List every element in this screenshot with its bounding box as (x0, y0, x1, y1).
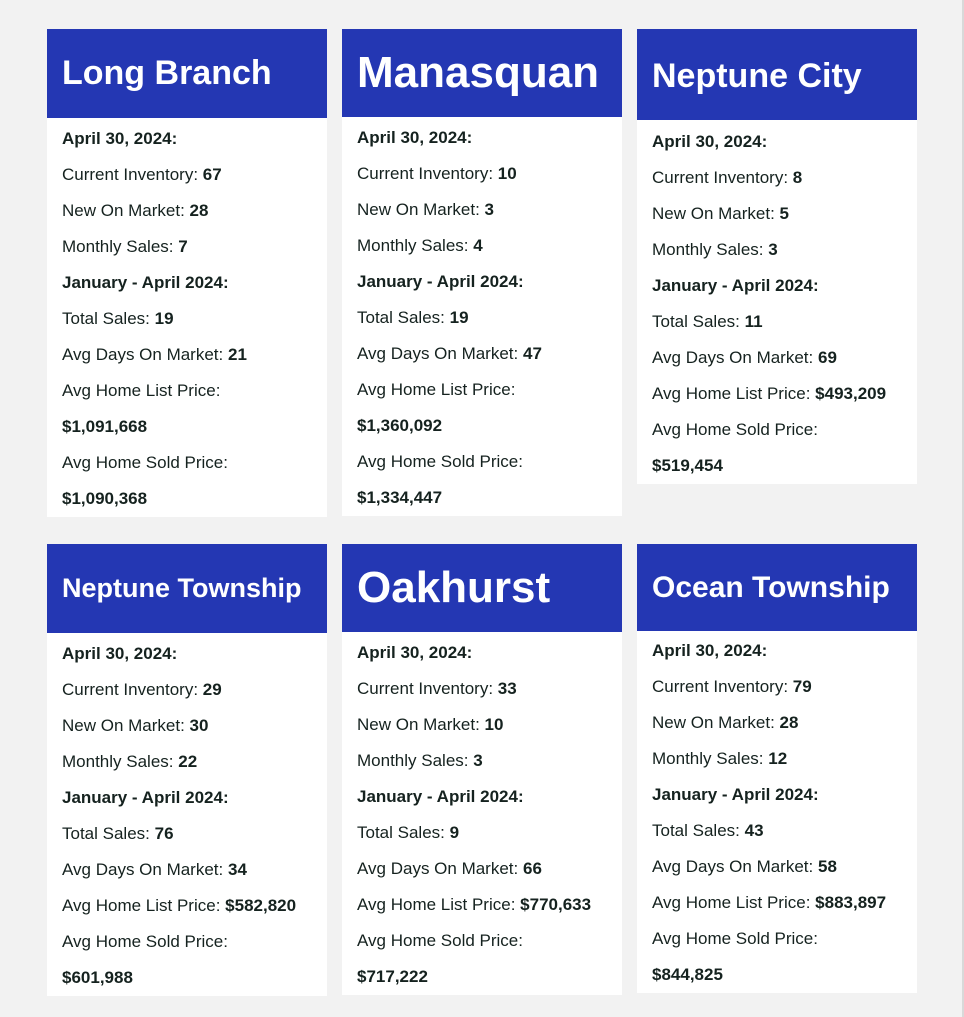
avg-list-value: $1,091,668 (62, 417, 148, 436)
card-title: Long Branch (47, 29, 327, 118)
monthly-sales-row (62, 229, 312, 265)
monthly-sales-value: 22 (178, 752, 198, 771)
town-card-ocean-township (637, 544, 917, 993)
current-inventory-value: 8 (792, 168, 803, 187)
current-inventory-row (652, 669, 902, 705)
avg-list-label: Avg Home List Price: (357, 380, 516, 399)
total-sales-row (357, 300, 607, 336)
period-heading: January - April 2024: (652, 276, 819, 295)
avg-list-label: Avg Home List Price: (357, 895, 516, 914)
avg-list-row (62, 888, 312, 924)
avg-sold-value: $1,090,368 (62, 489, 148, 508)
current-inventory-row (357, 156, 607, 192)
total-sales-value: 76 (154, 824, 174, 843)
monthly-sales-row (357, 228, 607, 264)
new-on-market-label: New On Market: (357, 200, 480, 219)
current-inventory-row (62, 157, 312, 193)
total-sales-label: Total Sales: (652, 312, 740, 331)
total-sales-label: Total Sales: (62, 824, 150, 843)
new-on-market-label: New On Market: (652, 204, 775, 223)
new-on-market-row (652, 196, 902, 232)
avg-sold-label: Avg Home Sold Price: (357, 931, 523, 950)
avg-list-value: $582,820 (225, 896, 297, 915)
current-inventory-label: Current Inventory: (357, 164, 494, 183)
new-on-market-row (62, 708, 312, 744)
avg-days-label: Avg Days On Market: (62, 345, 224, 364)
avg-sold-label: Avg Home Sold Price: (357, 452, 523, 471)
avg-days-value: 66 (522, 859, 542, 878)
avg-sold-value: $844,825 (652, 965, 723, 984)
date-heading: April 30, 2024: (357, 643, 473, 662)
date-heading: April 30, 2024: (652, 641, 768, 660)
card-body (637, 631, 917, 993)
avg-sold-label: Avg Home Sold Price: (62, 453, 228, 472)
new-on-market-value: 3 (484, 200, 495, 219)
avg-sold-label: Avg Home Sold Price: (62, 932, 228, 951)
total-sales-row (62, 301, 312, 337)
avg-list-label: Avg Home List Price: (62, 381, 221, 400)
avg-days-row (357, 851, 607, 887)
avg-list-value: $1,360,092 (357, 416, 443, 435)
avg-list-label: Avg Home List Price: (652, 384, 811, 403)
avg-list-label: Avg Home List Price: (62, 896, 221, 915)
avg-sold-value: $717,222 (357, 967, 428, 986)
period-heading: January - April 2024: (357, 272, 524, 291)
avg-sold-label: Avg Home Sold Price: (652, 929, 818, 948)
avg-sold-value: $601,988 (62, 968, 133, 987)
avg-days-value: 58 (817, 857, 837, 876)
monthly-sales-label: Monthly Sales: (62, 237, 174, 256)
new-on-market-row (62, 193, 312, 229)
total-sales-value: 19 (154, 309, 174, 328)
avg-days-value: 21 (227, 345, 247, 364)
new-on-market-value: 30 (189, 716, 209, 735)
avg-days-row (652, 340, 902, 376)
card-title: Ocean Township (637, 544, 917, 631)
card-body (342, 117, 622, 516)
avg-list-row (652, 885, 902, 921)
monthly-sales-value: 12 (768, 749, 788, 768)
avg-days-label: Avg Days On Market: (652, 348, 814, 367)
town-card-oakhurst (342, 544, 622, 995)
new-on-market-row (652, 705, 902, 741)
current-inventory-label: Current Inventory: (62, 165, 199, 184)
new-on-market-value: 5 (779, 204, 790, 223)
avg-days-value: 34 (227, 860, 247, 879)
monthly-sales-label: Monthly Sales: (652, 240, 764, 259)
total-sales-row (652, 304, 902, 340)
card-title: Oakhurst (342, 544, 622, 632)
current-inventory-label: Current Inventory: (357, 679, 494, 698)
avg-days-label: Avg Days On Market: (62, 860, 224, 879)
avg-days-row (652, 849, 902, 885)
avg-days-row (357, 336, 607, 372)
new-on-market-row (357, 707, 607, 743)
new-on-market-row (357, 192, 607, 228)
monthly-sales-value: 7 (178, 237, 188, 256)
card-body (47, 633, 327, 996)
date-heading: April 30, 2024: (62, 644, 178, 663)
avg-days-label: Avg Days On Market: (357, 859, 519, 878)
avg-days-value: 69 (817, 348, 837, 367)
current-inventory-value: 67 (202, 165, 222, 184)
monthly-sales-label: Monthly Sales: (62, 752, 174, 771)
avg-days-label: Avg Days On Market: (652, 857, 814, 876)
avg-sold-value: $1,334,447 (357, 488, 443, 507)
total-sales-label: Total Sales: (652, 821, 740, 840)
card-title: Neptune Township (47, 544, 327, 633)
new-on-market-label: New On Market: (652, 713, 775, 732)
avg-days-label: Avg Days On Market: (357, 344, 519, 363)
current-inventory-label: Current Inventory: (652, 168, 789, 187)
current-inventory-label: Current Inventory: (652, 677, 789, 696)
monthly-sales-row (652, 232, 902, 268)
avg-list-value: $770,633 (520, 895, 592, 914)
period-heading: January - April 2024: (62, 788, 229, 807)
card-body (342, 632, 622, 995)
town-card-neptune-city (637, 29, 917, 484)
current-inventory-value: 79 (792, 677, 812, 696)
town-card-manasquan (342, 29, 622, 516)
avg-sold-label: Avg Home Sold Price: (652, 420, 818, 439)
total-sales-label: Total Sales: (357, 308, 445, 327)
avg-list-row (652, 376, 902, 412)
town-card-long-branch (47, 29, 327, 517)
current-inventory-row (62, 672, 312, 708)
current-inventory-row (357, 671, 607, 707)
period-heading: January - April 2024: (62, 273, 229, 292)
date-heading: April 30, 2024: (62, 129, 178, 148)
card-title: Neptune City (637, 29, 917, 120)
period-heading: January - April 2024: (357, 787, 524, 806)
monthly-sales-label: Monthly Sales: (357, 751, 469, 770)
avg-days-row (62, 852, 312, 888)
total-sales-value: 43 (744, 821, 764, 840)
date-heading: April 30, 2024: (652, 132, 768, 151)
total-sales-row (652, 813, 902, 849)
card-body (637, 120, 917, 484)
avg-list-row (357, 887, 607, 923)
total-sales-row (62, 816, 312, 852)
new-on-market-label: New On Market: (62, 716, 185, 735)
avg-days-row (62, 337, 312, 373)
new-on-market-label: New On Market: (357, 715, 480, 734)
monthly-sales-value: 3 (473, 751, 483, 770)
total-sales-label: Total Sales: (357, 823, 445, 842)
new-on-market-label: New On Market: (62, 201, 185, 220)
monthly-sales-label: Monthly Sales: (357, 236, 469, 255)
period-heading: January - April 2024: (652, 785, 819, 804)
avg-list-label: Avg Home List Price: (652, 893, 811, 912)
card-title: Manasquan (342, 29, 622, 117)
monthly-sales-value: 4 (473, 236, 483, 255)
avg-list-value: $493,209 (815, 384, 887, 403)
current-inventory-value: 29 (202, 680, 222, 699)
current-inventory-label: Current Inventory: (62, 680, 199, 699)
new-on-market-value: 10 (484, 715, 504, 734)
date-heading: April 30, 2024: (357, 128, 473, 147)
avg-days-value: 47 (522, 344, 542, 363)
current-inventory-row (652, 160, 902, 196)
avg-list-value: $883,897 (815, 893, 887, 912)
total-sales-value: 9 (449, 823, 460, 842)
total-sales-row (357, 815, 607, 851)
monthly-sales-row (62, 744, 312, 780)
total-sales-value: 11 (744, 312, 763, 331)
monthly-sales-row (652, 741, 902, 777)
monthly-sales-label: Monthly Sales: (652, 749, 764, 768)
current-inventory-value: 33 (497, 679, 517, 698)
avg-sold-value: $519,454 (652, 456, 723, 475)
monthly-sales-row (357, 743, 607, 779)
new-on-market-value: 28 (779, 713, 799, 732)
total-sales-value: 19 (449, 308, 469, 327)
card-body (47, 118, 327, 517)
town-card-neptune-township (47, 544, 327, 996)
monthly-sales-value: 3 (768, 240, 778, 259)
total-sales-label: Total Sales: (62, 309, 150, 328)
current-inventory-value: 10 (497, 164, 517, 183)
new-on-market-value: 28 (189, 201, 209, 220)
